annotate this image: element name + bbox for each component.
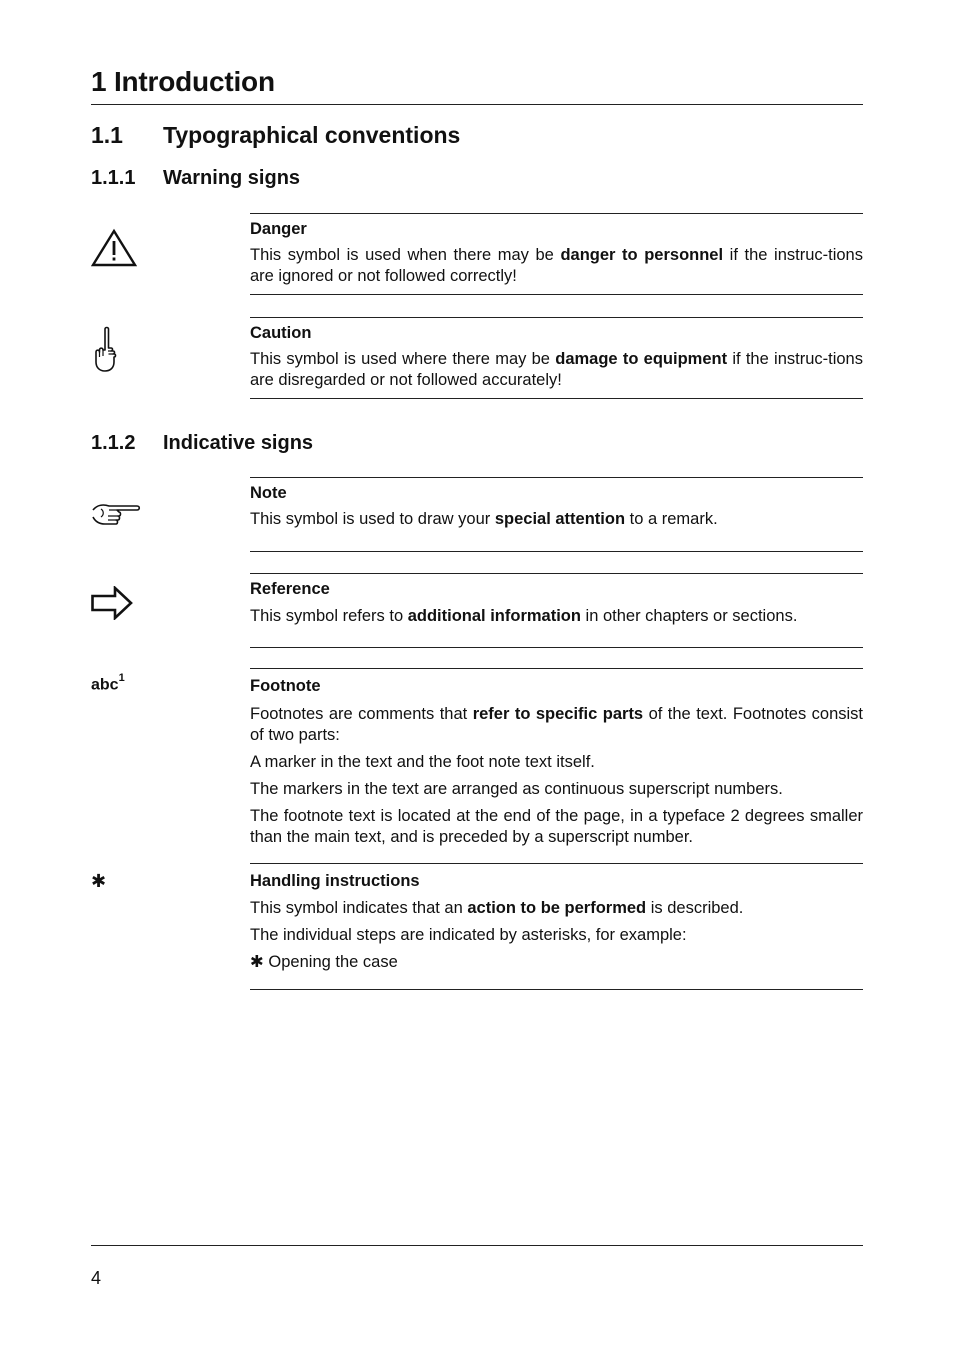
section-number: 1.1 (91, 122, 123, 148)
handling-block (250, 871, 863, 973)
caution-block (250, 323, 863, 391)
note-block (250, 483, 863, 530)
caution-emphasis: damage to equipment (555, 350, 728, 368)
reference-block (250, 579, 863, 627)
handling-emphasis: action to be performed (467, 899, 647, 917)
reference-text: This symbol refers to additional information in other chapters or sections. (250, 607, 798, 625)
raised-finger-hand-icon (91, 326, 123, 374)
section-title: Typographical conventions (163, 122, 461, 148)
note-title: Note (250, 484, 287, 502)
caution-title: Caution (250, 324, 312, 342)
warning-signs-title: Warning signs (163, 167, 301, 189)
danger-text: This symbol is used when there may be danger to personnel if the instruc-tions are ignored or not followed correctly! (250, 246, 863, 285)
reference-title: Reference (250, 580, 330, 598)
right-arrow-outline-icon (91, 586, 133, 620)
caution-top-rule (250, 317, 863, 318)
footnote-top-rule (250, 668, 863, 669)
pointing-hand-icon (91, 501, 143, 529)
danger-bottom-rule (250, 294, 863, 295)
caution-text: This symbol is used where there may be damage to equipment if the instruc-tions are disregarded or not followed accurately! (250, 350, 863, 389)
warning-signs-heading (91, 167, 300, 190)
footnote-title: Footnote (250, 677, 321, 695)
note-bottom-rule (250, 551, 863, 552)
footer-rule (91, 1245, 863, 1246)
handling-title: Handling instructions (250, 872, 420, 890)
section-heading (91, 122, 460, 149)
asterisk-marker-icon: ✱ (91, 871, 107, 891)
indicative-signs-heading (91, 432, 313, 455)
handling-text-1: This symbol indicates that an action to be performed is described. (250, 899, 744, 917)
footnote-marker-superscript: 1 (118, 672, 125, 684)
warning-signs-number: 1.1.1 (91, 167, 136, 189)
footnote-emphasis: refer to specific parts (472, 705, 644, 723)
reference-top-rule (250, 573, 863, 574)
footnote-text-1: Footnotes are comments that refer to specific parts of the text. Footnotes consist of two parts: (250, 705, 864, 744)
note-top-rule (250, 477, 863, 478)
indicative-signs-number: 1.1.2 (91, 432, 136, 454)
handling-example-step: ✱ Opening the case (250, 953, 398, 971)
note-text: This symbol is used to draw your special attention to a remark. (250, 510, 718, 528)
indicative-signs-title: Indicative signs (163, 432, 314, 454)
footnote-block (250, 676, 863, 848)
footnote-text-4: The footnote text is located at the end of the page, in a typeface 2 degrees smaller than the main text, and is preceded by a superscript number. (250, 807, 863, 846)
danger-top-rule (250, 213, 863, 214)
warning-triangle-icon (91, 228, 137, 268)
danger-title: Danger (250, 220, 307, 238)
chapter-title-rule (91, 104, 863, 105)
reference-bottom-rule (250, 647, 863, 648)
danger-block (250, 219, 863, 287)
handling-text-2: The individual steps are indicated by asterisks, for example: (250, 926, 687, 944)
handling-top-rule (250, 863, 863, 864)
footnote-text-3: The markers in the text are arranged as continuous superscript numbers. (250, 780, 783, 798)
chapter-title: 1 Introduction (91, 66, 275, 97)
reference-emphasis: additional information (407, 607, 581, 625)
step-asterisk-icon: ✱ (250, 953, 264, 971)
caution-bottom-rule (250, 398, 863, 399)
note-emphasis: special attention (494, 510, 626, 528)
danger-emphasis: danger to personnel (560, 246, 724, 264)
footnote-marker: abc$^1$ (91, 672, 125, 694)
handling-bottom-rule (250, 989, 863, 990)
footnote-text-2: A marker in the text and the foot note text itself. (250, 753, 595, 771)
page-number: 4 (91, 1268, 102, 1288)
